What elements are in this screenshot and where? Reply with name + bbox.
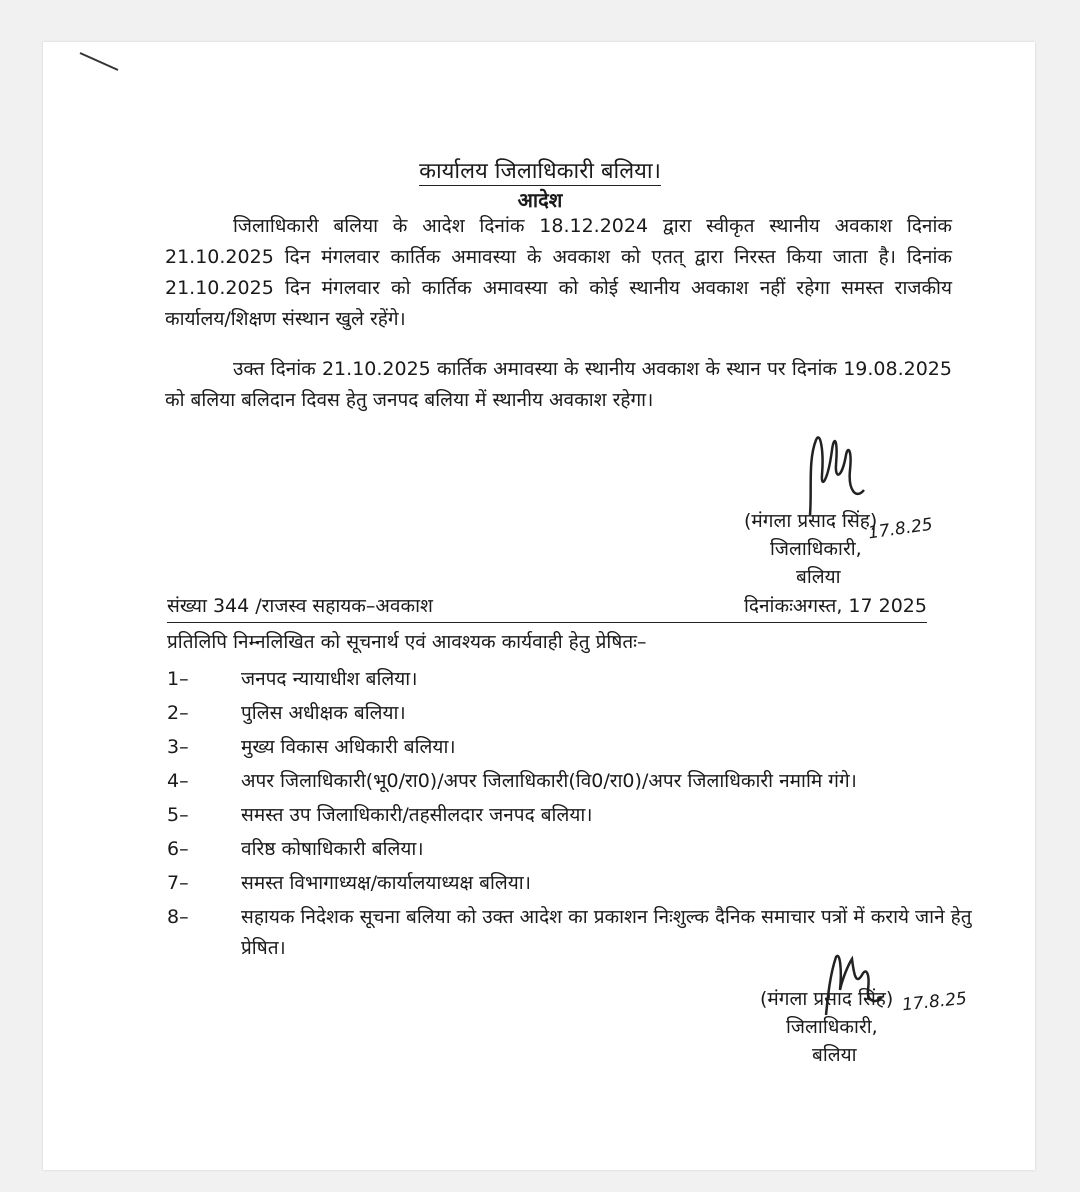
signatory-designation: जिलाधिकारी, [770, 538, 862, 560]
list-item: 1– जनपद न्यायाधीश बलिया। [167, 668, 418, 690]
pen-mark-icon [78, 50, 122, 74]
reference-line [167, 592, 927, 623]
copy-recipient-list [167, 664, 977, 967]
list-item: 3– मुख्य विकास अधिकारी बलिया। [167, 736, 456, 758]
list-item: 7– समस्त विभागाध्यक्ष/कार्यालयाध्यक्ष बलिया। [167, 872, 531, 894]
signatory-designation: जिलाधिकारी, [786, 1016, 878, 1038]
reference-date: दिनांकःअगस्त, 17 2025 [744, 595, 927, 617]
list-item: 6– वरिष्ठ कोषाधिकारी बलिया। [167, 838, 424, 860]
list-item: 5– समस्त उप जिलाधिकारी/तहसीलदार जनपद बलिया। [167, 804, 593, 826]
handwritten-date-2: 17.8.25 [901, 988, 968, 1016]
reference-number: संख्या 344 /राजस्व सहायक–अवकाश [167, 595, 433, 617]
signatory-name: (मंगला प्रसाद सिंह) [744, 510, 878, 532]
order-paragraph-2: उक्त दिनांक 21.10.2025 कार्तिक अमावस्या के स्थानीय अवकाश के स्थान पर दिनांक 19.08.2025 को बलिया बलिदान दिवस हेतु जनपद बलिया में स्थानीय अवकाश रहेगा। [165, 358, 952, 411]
copy-heading: प्रतिलिपि निम्नलिखित को सूचनार्थ एवं आवश्यक कार्यवाही हेतु प्रेषितः– [167, 631, 647, 653]
handwritten-date-1: 17.8.25 [866, 514, 934, 544]
list-item: 4– अपर जिलाधिकारी(भू0/रा0)/अपर जिलाधिकारी(वि0/रा0)/अपर जिलाधिकारी नमामि गंगे। [167, 770, 857, 792]
order-paragraph-1: जिलाधिकारी बलिया के आदेश दिनांक 18.12.2024 द्वारा स्वीकृत स्थानीय अवकाश दिनांक 21.10.2025 दिन मंगलवार कार्तिक अमावस्या के अवकाश को एतत् द्वारा निरस्त किया जाता है। दिनांक 21.10.2025 दिन मंगलवार को कार्तिक अमावस्या को कोई स्थानीय अवकाश नहीं रहेगा समस्त राजकीय कार्यालय/शिक्षण संस्थान खुले रहेंगे। [165, 215, 952, 330]
order-heading: आदेश [517, 188, 563, 212]
list-item: 2– पुलिस अधीक्षक बलिया। [167, 702, 406, 724]
office-title: कार्यालय जिलाधिकारी बलिया। [419, 159, 661, 184]
signatory-name: (मंगला प्रसाद सिंह) [760, 988, 894, 1010]
signatory-place: बलिया [812, 1044, 857, 1066]
signatory-place: बलिया [796, 566, 841, 588]
list-item: 8– सहायक निदेशक सूचना बलिया को उक्त आदेश का प्रकाशन निःशुल्क दैनिक समाचार पत्रों में कराये जाने हेतु प्रेषित। [167, 906, 972, 959]
